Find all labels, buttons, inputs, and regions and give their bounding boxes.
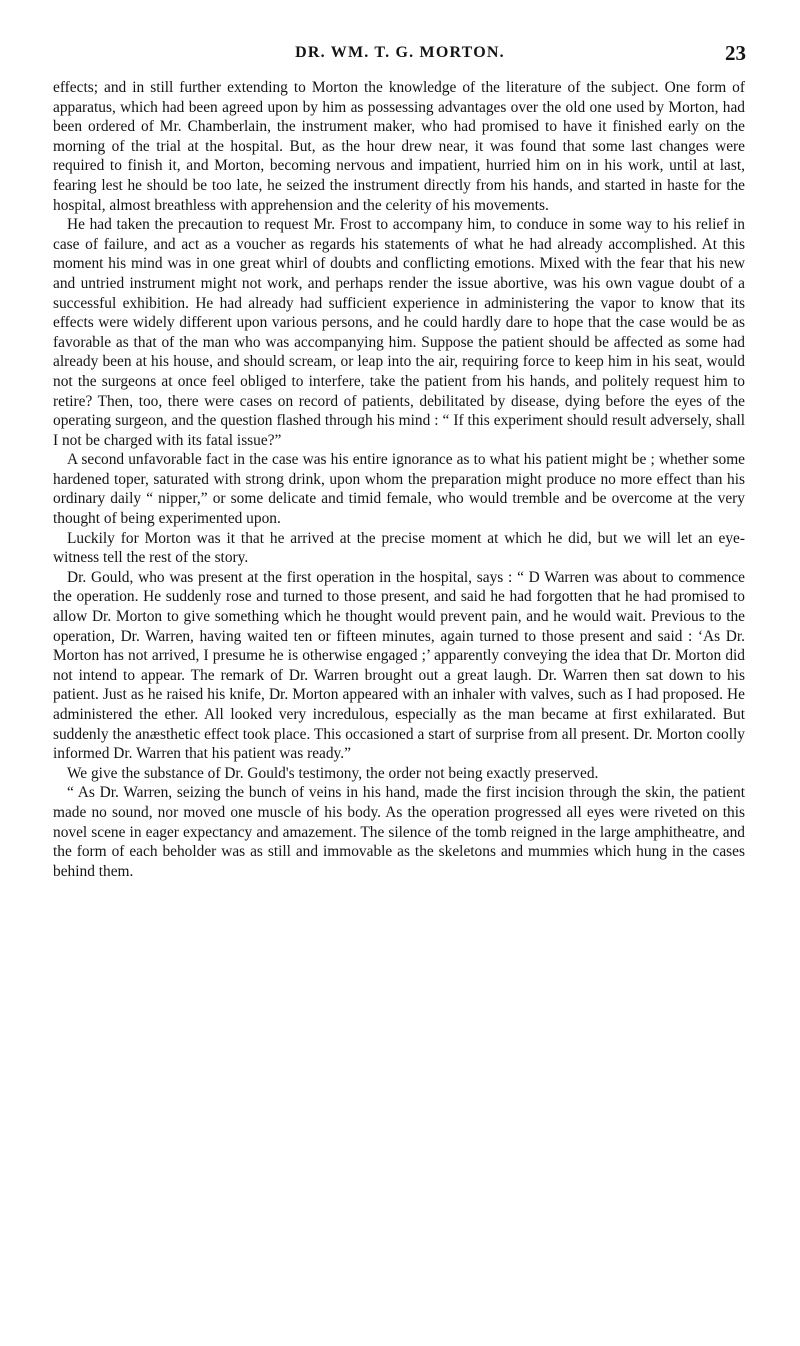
paragraph: Luckily for Morton was it that he arrived at the precise moment at which he did, but we will let an eye-witness tell the rest of the story. xyxy=(53,529,745,567)
paragraph: “ As Dr. Warren, seizing the bunch of veins in his hand, made the first incision through the skin, the patient made no sound, nor moved one muscle of his body. As the operation progressed all eyes were riveted on this novel scene in eager expectancy and amazement. The silence of the tomb reigned in the large amphitheatre, and the form of each beholder was as still and immovable as the skeletons and mummies which hung in the cases behind them. xyxy=(53,784,745,880)
paragraph: He had taken the precaution to request Mr. Frost to accompany him, to conduce in some way to his relief in case of failure, and act as a voucher as regards his statements of what he had already accomplished. At this moment his mind was in one great whirl of doubts and conflicting emotions. Mixed with the fear that his new and untried instrument might not work, and perhaps render the issue abortive, was his own vague doubt of a successful exhibition. He had already had sufficient experience in administering the vapor to know that its effects were widely different upon various persons, and he could hardly dare to hope that the case would be as favorable as that of the man who was accompanying him. Suppose the patient should be affected as some had already been at his house, and should scream, or leap into the air, requiring force to keep him in his seat, would not the surgeons at once feel obliged to interfere, take the patient from his hands, and politely request him to retire? Then, too, there were cases on record of patients, debilitated by disease, dying before the eyes of the operating surgeon, and the question flashed through his mind : “ If this experiment should result adversely, shall I not be charged with its fatal issue?” xyxy=(53,216,745,449)
running-head xyxy=(0,41,800,66)
body-text xyxy=(53,78,745,881)
running-title: DR. WM. T. G. MORTON. xyxy=(295,44,505,61)
paragraph: We give the substance of Dr. Gould's testimony, the order not being exactly preserved. xyxy=(67,764,599,782)
paragraph: A second unfavorable fact in the case was his entire ignorance as to what his patient might be ; whether some hardened toper, saturated with strong drink, upon whom the preparation might produce no more effect than his ordinary daily “ nipper,” or some delicate and timid female, who would tremble and be overcome at the very thought of being experimented upon. xyxy=(53,451,745,528)
paragraph: Dr. Gould, who was present at the first operation in the hospital, says : “ D Warren was about to commence the operation. He suddenly rose and turned to those present, and said he had forgotten that he had promised to allow Dr. Morton to give something which he thought would prevent pain, and he would wait. Previous to the operation, Dr. Warren, having waited ten or fifteen minutes, again turned to those present and said : ‘As Dr. Morton has not arrived, I presume he is otherwise engaged ;’ apparently conveying the idea that Dr. Morton did not intend to appear. The remark of Dr. Warren brought out a great laugh. Dr. Warren then sat down to his patient. Just as he raised his knife, Dr. Morton appeared with an inhaler with valves, such as I had proposed. He administered the ether. All looked very incredulous, especially as the man became at first exhilarated. But suddenly the anæsthetic effect took place. This occasioned a start of surprise from all present. Dr. Morton coolly informed Dr. Warren that his patient was ready.” xyxy=(53,568,745,763)
paragraph-continued: effects; and in still further extending to Morton the knowledge of the literature of the subject. One form of apparatus, which had been agreed upon by him as possessing advantages over the old one used by Morton, had been ordered of Mr. Chamberlain, the instrument maker, who had promised to have it finished early on the morning of the trial at the hospital. But, as the hour drew near, it was found that some last changes were required to finish it, and Morton, becoming nervous and impatient, hurried him on in his work, until at last, fearing lest he should be too late, he seized the instrument directly from his hands, and started in haste for the hospital, almost breathless with apprehension and the celerity of his movements. xyxy=(53,79,745,214)
page-number: 23 xyxy=(725,41,746,65)
